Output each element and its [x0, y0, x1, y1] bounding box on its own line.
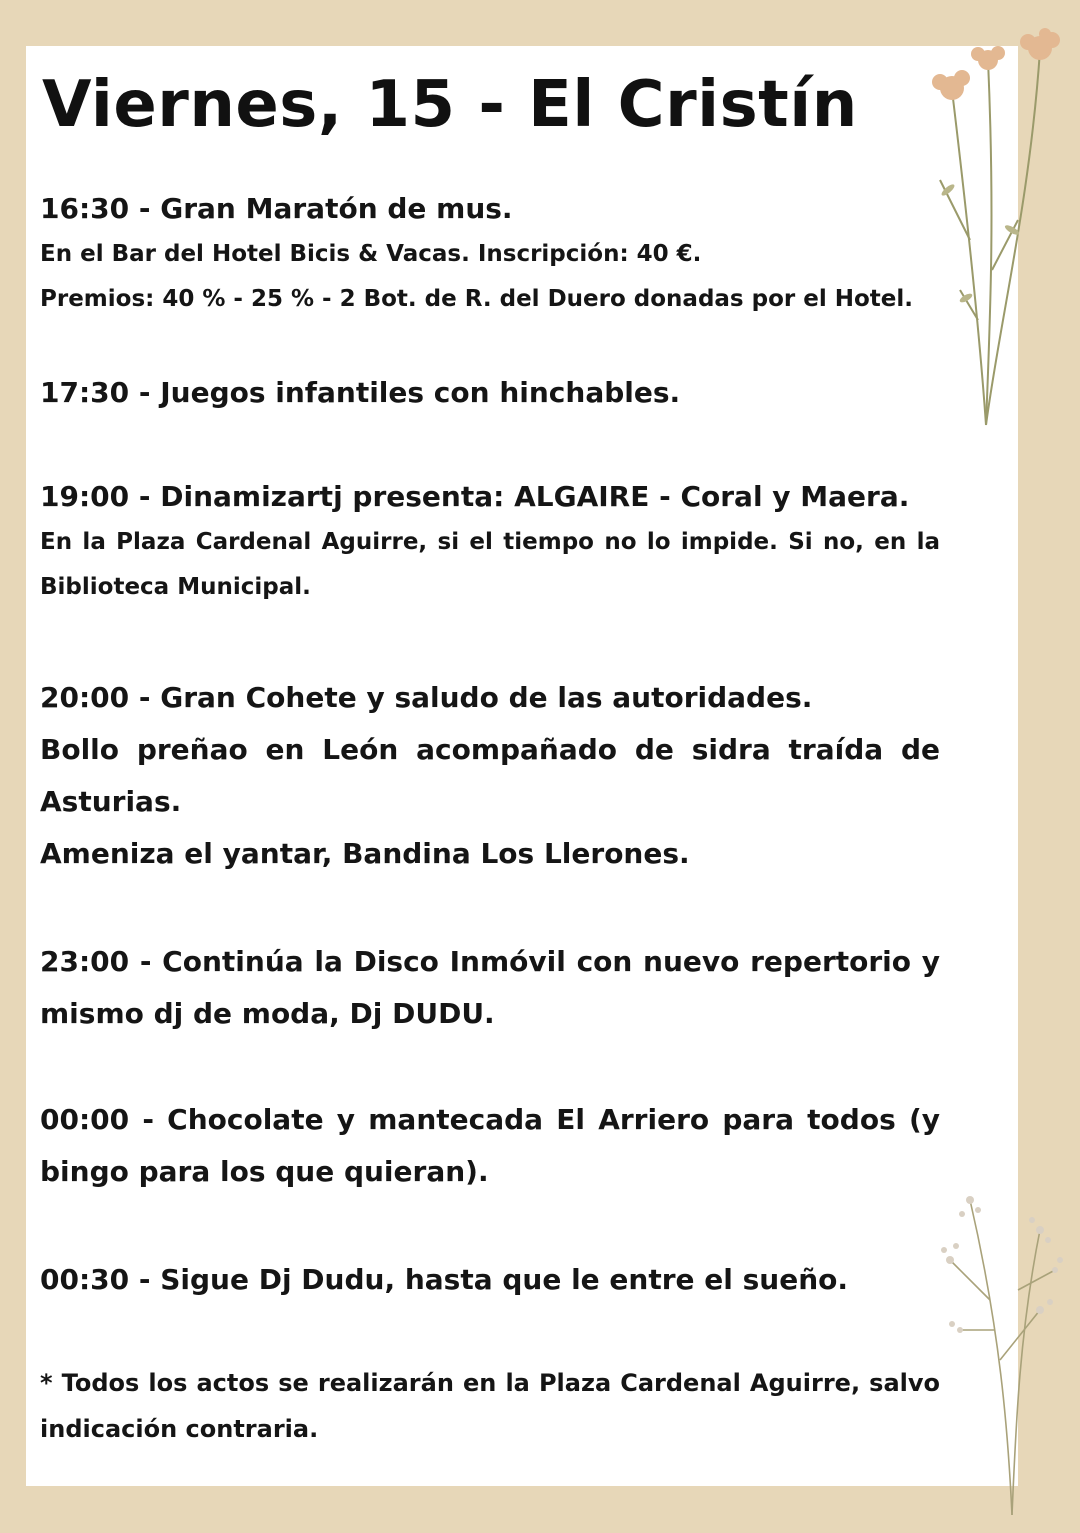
dried-flowers-top-icon — [900, 20, 1070, 440]
event-heading: 19:00 - Dinamizartj presenta: ALGAIRE - Coral y Maera. — [40, 480, 910, 513]
event-list — [40, 186, 940, 1476]
event-1630 — [40, 186, 940, 322]
event-heading: 00:00 - Chocolate y mantecada El Arriero para todos (y bingo para los que quieran). — [40, 1103, 940, 1188]
event-heading: 16:30 - Gran Maratón de mus. — [40, 192, 513, 225]
footnote: * Todos los actos se realizarán en la Plaza Cardenal Aguirre, salvo indicación contraria. — [40, 1369, 940, 1443]
event-heading: 23:00 - Continúa la Disco Inmóvil con nuevo repertorio y mismo dj de moda, Dj DUDU. — [40, 945, 940, 1030]
event-detail: Ameniza el yantar, Bandina Los Llerones. — [40, 837, 690, 870]
dried-flowers-bottom-icon — [930, 1180, 1070, 1520]
event-heading: 20:00 - Gran Cohete y saludo de las autoridades. — [40, 681, 813, 714]
event-detail: En la Plaza Cardenal Aguirre, si el tiempo no lo impide. Si no, en la Biblioteca Municipal. — [40, 529, 940, 600]
page-title: Viernes, 15 - El Cristín — [42, 68, 858, 142]
event-2000 — [40, 672, 940, 880]
event-0030 — [40, 1254, 940, 1306]
event-heading: 17:30 - Juegos infantiles con hinchables. — [40, 376, 681, 409]
event-detail: Bollo preñao en León acompañado de sidra traída de Asturias. — [40, 733, 940, 818]
event-detail: Premios: 40 % - 25 % - 2 Bot. de R. del Duero donadas por el Hotel. — [40, 286, 914, 312]
event-2300 — [40, 936, 940, 1040]
event-0000 — [40, 1094, 940, 1198]
program-sheet — [26, 46, 1018, 1486]
event-1900 — [40, 474, 940, 610]
event-detail: En el Bar del Hotel Bicis & Vacas. Inscripción: 40 €. — [40, 241, 702, 267]
event-1730 — [40, 370, 940, 416]
event-heading: 00:30 - Sigue Dj Dudu, hasta que le entre el sueño. — [40, 1263, 849, 1296]
